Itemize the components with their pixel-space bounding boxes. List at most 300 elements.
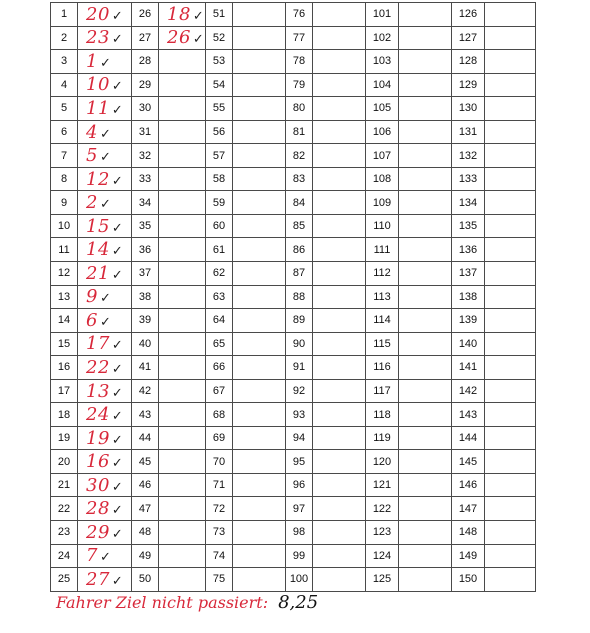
entry-cell [233, 403, 286, 427]
row-number-cell: 6 [51, 120, 78, 144]
handwritten-entry: 21 [86, 262, 110, 284]
row-number-cell: 134 [452, 191, 485, 215]
handwritten-entry: 22 [86, 356, 110, 378]
entry-cell [313, 191, 366, 215]
entry-cell [485, 50, 536, 74]
row-number-cell: 60 [206, 214, 233, 238]
entry-cell [485, 426, 536, 450]
row-number-cell: 107 [366, 144, 399, 168]
entry-cell [233, 26, 286, 50]
entry-cell [159, 568, 206, 592]
row-number-cell: 76 [286, 3, 313, 27]
row-number-cell: 9 [51, 191, 78, 215]
entry-cell [233, 309, 286, 333]
entry-cell [485, 167, 536, 191]
entry-cell [313, 568, 366, 592]
grid-body [51, 3, 536, 592]
table-row [51, 97, 536, 121]
entry-cell [159, 144, 206, 168]
row-number-cell: 90 [286, 332, 313, 356]
handwritten-entry: 20 [86, 3, 110, 25]
row-number-cell: 118 [366, 403, 399, 427]
table-row [51, 403, 536, 427]
row-number-cell: 123 [366, 521, 399, 545]
handwritten-entry: 24 [86, 404, 110, 426]
row-number-cell: 80 [286, 97, 313, 121]
row-number-cell: 74 [206, 544, 233, 568]
handwritten-entry: 14 [86, 239, 110, 261]
entry-cell [159, 379, 206, 403]
entry-cell [399, 238, 452, 262]
row-number-cell: 149 [452, 544, 485, 568]
check-mark-icon: ✓ [99, 55, 111, 71]
entry-cell [485, 285, 536, 309]
row-number-cell: 99 [286, 544, 313, 568]
table-row [51, 497, 536, 521]
row-number-cell: 64 [206, 309, 233, 333]
row-number-cell: 124 [366, 544, 399, 568]
entry-cell [159, 262, 206, 286]
row-number-cell: 140 [452, 332, 485, 356]
table-row [51, 120, 536, 144]
check-mark-icon: ✓ [111, 267, 123, 283]
handwritten-entry: 13 [86, 380, 110, 402]
row-number-cell: 43 [132, 403, 159, 427]
row-number-cell: 67 [206, 379, 233, 403]
row-number-cell: 40 [132, 332, 159, 356]
row-number-cell: 41 [132, 356, 159, 380]
entry-cell [399, 214, 452, 238]
row-number-cell: 139 [452, 309, 485, 333]
table-row [51, 568, 536, 592]
check-mark-icon: ✓ [99, 314, 111, 330]
entry-cell [485, 332, 536, 356]
entry-cell [399, 191, 452, 215]
row-number-cell: 36 [132, 238, 159, 262]
handwritten-entry: 23 [86, 27, 110, 49]
row-number-cell: 56 [206, 120, 233, 144]
entry-cell [78, 473, 132, 497]
row-number-cell: 112 [366, 262, 399, 286]
table-row [51, 450, 536, 474]
row-number-cell: 58 [206, 167, 233, 191]
row-number-cell: 104 [366, 73, 399, 97]
entry-cell [159, 521, 206, 545]
row-number-cell: 17 [51, 379, 78, 403]
entry-cell [159, 73, 206, 97]
row-number-cell: 114 [366, 309, 399, 333]
handwritten-entry: 9 [86, 286, 98, 308]
entry-cell [313, 473, 366, 497]
entry-cell [159, 191, 206, 215]
table-row [51, 285, 536, 309]
row-number-cell: 57 [206, 144, 233, 168]
row-number-cell: 62 [206, 262, 233, 286]
row-number-cell: 89 [286, 309, 313, 333]
handwritten-entry: 11 [86, 97, 110, 119]
table-row [51, 167, 536, 191]
entry-cell [485, 544, 536, 568]
entry-cell [313, 285, 366, 309]
entry-cell [485, 403, 536, 427]
row-number-cell: 49 [132, 544, 159, 568]
entry-cell [313, 450, 366, 474]
entry-cell [233, 262, 286, 286]
row-number-cell: 31 [132, 120, 159, 144]
handwritten-entry: 18 [167, 3, 191, 25]
row-number-cell: 113 [366, 285, 399, 309]
entry-cell [485, 568, 536, 592]
row-number-cell: 50 [132, 568, 159, 592]
entry-cell [159, 426, 206, 450]
row-number-cell: 119 [366, 426, 399, 450]
row-number-cell: 11 [51, 238, 78, 262]
entry-cell [233, 521, 286, 545]
entry-cell [485, 356, 536, 380]
entry-cell [159, 238, 206, 262]
row-number-cell: 53 [206, 50, 233, 74]
row-number-cell: 106 [366, 120, 399, 144]
row-number-cell: 125 [366, 568, 399, 592]
row-number-cell: 37 [132, 262, 159, 286]
entry-cell [78, 50, 132, 74]
row-number-cell: 39 [132, 309, 159, 333]
entry-cell [159, 309, 206, 333]
row-number-cell: 98 [286, 521, 313, 545]
row-number-cell: 131 [452, 120, 485, 144]
row-number-cell: 135 [452, 214, 485, 238]
table-row [51, 73, 536, 97]
handwritten-entry: 16 [86, 451, 110, 473]
entry-cell [233, 167, 286, 191]
row-number-cell: 91 [286, 356, 313, 380]
row-number-cell: 84 [286, 191, 313, 215]
check-mark-icon: ✓ [111, 479, 123, 495]
handwritten-entry: 10 [86, 74, 110, 96]
entry-cell [399, 3, 452, 27]
entry-cell [233, 144, 286, 168]
handwritten-entry: 19 [86, 427, 110, 449]
row-number-cell: 142 [452, 379, 485, 403]
check-mark-icon: ✓ [111, 32, 123, 48]
table-row [51, 238, 536, 262]
row-number-cell: 34 [132, 191, 159, 215]
entry-cell [485, 379, 536, 403]
row-number-cell: 85 [286, 214, 313, 238]
check-mark-icon: ✓ [111, 526, 123, 542]
row-number-cell: 127 [452, 26, 485, 50]
entry-cell [233, 97, 286, 121]
row-number-cell: 136 [452, 238, 485, 262]
table-row [51, 332, 536, 356]
check-mark-icon: ✓ [192, 8, 204, 24]
row-number-cell: 70 [206, 450, 233, 474]
row-number-cell: 137 [452, 262, 485, 286]
handwritten-entry: 7 [86, 545, 98, 567]
entry-cell [233, 544, 286, 568]
row-number-cell: 25 [51, 568, 78, 592]
row-number-cell: 15 [51, 332, 78, 356]
check-mark-icon: ✓ [111, 409, 123, 425]
row-number-cell: 130 [452, 97, 485, 121]
check-mark-icon: ✓ [99, 126, 111, 142]
entry-cell [159, 497, 206, 521]
entry-cell [485, 473, 536, 497]
row-number-cell: 78 [286, 50, 313, 74]
row-number-cell: 103 [366, 50, 399, 74]
row-number-cell: 4 [51, 73, 78, 97]
table-row [51, 473, 536, 497]
check-mark-icon: ✓ [192, 32, 204, 48]
row-number-cell: 86 [286, 238, 313, 262]
row-number-cell: 26 [132, 3, 159, 27]
entry-cell [78, 214, 132, 238]
entry-cell [485, 497, 536, 521]
entry-cell [78, 3, 132, 27]
row-number-cell: 109 [366, 191, 399, 215]
entry-cell [399, 262, 452, 286]
entry-cell [78, 191, 132, 215]
handwritten-entry: 17 [86, 333, 110, 355]
row-number-cell: 5 [51, 97, 78, 121]
row-number-cell: 126 [452, 3, 485, 27]
row-number-cell: 65 [206, 332, 233, 356]
handwritten-entry: 2 [86, 192, 98, 214]
row-number-cell: 143 [452, 403, 485, 427]
entry-cell [485, 521, 536, 545]
footnote-text: Fahrer Ziel nicht passiert: [56, 593, 269, 612]
row-number-cell: 55 [206, 97, 233, 121]
entry-cell [399, 521, 452, 545]
handwritten-entry: 27 [86, 568, 110, 590]
row-number-cell: 23 [51, 521, 78, 545]
row-number-cell: 75 [206, 568, 233, 592]
entry-cell [399, 50, 452, 74]
entry-cell [313, 403, 366, 427]
row-number-cell: 8 [51, 167, 78, 191]
check-mark-icon: ✓ [111, 8, 123, 24]
row-number-cell: 150 [452, 568, 485, 592]
entry-cell [233, 3, 286, 27]
table-row [51, 379, 536, 403]
table-row [51, 426, 536, 450]
check-mark-icon: ✓ [111, 338, 123, 354]
row-number-cell: 77 [286, 26, 313, 50]
check-mark-icon: ✓ [111, 102, 123, 118]
row-number-cell: 79 [286, 73, 313, 97]
entry-cell [78, 426, 132, 450]
entry-cell [78, 144, 132, 168]
entry-cell [78, 403, 132, 427]
entry-cell [313, 238, 366, 262]
row-number-cell: 33 [132, 167, 159, 191]
row-number-cell: 132 [452, 144, 485, 168]
row-number-cell: 105 [366, 97, 399, 121]
row-number-cell: 96 [286, 473, 313, 497]
row-number-cell: 18 [51, 403, 78, 427]
row-number-cell: 54 [206, 73, 233, 97]
row-number-cell: 12 [51, 262, 78, 286]
entry-cell [399, 356, 452, 380]
entry-cell [78, 568, 132, 592]
entry-cell [485, 191, 536, 215]
entry-cell [485, 120, 536, 144]
row-number-cell: 72 [206, 497, 233, 521]
check-mark-icon: ✓ [111, 79, 123, 95]
row-number-cell: 22 [51, 497, 78, 521]
row-number-cell: 63 [206, 285, 233, 309]
row-number-cell: 10 [51, 214, 78, 238]
number-grid [50, 2, 536, 592]
row-number-cell: 30 [132, 97, 159, 121]
handwritten-entry: 28 [86, 498, 110, 520]
entry-cell [78, 285, 132, 309]
entry-cell [399, 544, 452, 568]
handwritten-entry: 12 [86, 168, 110, 190]
entry-cell [485, 144, 536, 168]
row-number-cell: 83 [286, 167, 313, 191]
entry-cell [313, 214, 366, 238]
entry-cell [313, 356, 366, 380]
row-number-cell: 138 [452, 285, 485, 309]
entry-cell [159, 214, 206, 238]
row-number-cell: 129 [452, 73, 485, 97]
entry-cell [159, 120, 206, 144]
entry-cell [78, 167, 132, 191]
row-number-cell: 46 [132, 473, 159, 497]
entry-cell [78, 238, 132, 262]
row-number-cell: 28 [132, 50, 159, 74]
entry-cell [233, 214, 286, 238]
row-number-cell: 38 [132, 285, 159, 309]
entry-cell [159, 544, 206, 568]
row-number-cell: 117 [366, 379, 399, 403]
entry-cell [399, 450, 452, 474]
handwritten-entry: 5 [86, 145, 98, 167]
table-row [51, 262, 536, 286]
row-number-cell: 116 [366, 356, 399, 380]
handwritten-entry: 1 [86, 50, 98, 72]
row-number-cell: 122 [366, 497, 399, 521]
row-number-cell: 13 [51, 285, 78, 309]
row-number-cell: 3 [51, 50, 78, 74]
row-number-cell: 71 [206, 473, 233, 497]
table-row [51, 191, 536, 215]
row-number-cell: 88 [286, 285, 313, 309]
entry-cell [313, 497, 366, 521]
entry-cell [399, 426, 452, 450]
row-number-cell: 35 [132, 214, 159, 238]
entry-cell [485, 450, 536, 474]
entry-cell [78, 356, 132, 380]
entry-cell [399, 403, 452, 427]
entry-cell [313, 544, 366, 568]
entry-cell [233, 379, 286, 403]
check-mark-icon: ✓ [111, 385, 123, 401]
row-number-cell: 48 [132, 521, 159, 545]
entry-cell [399, 497, 452, 521]
table-row [51, 50, 536, 74]
row-number-cell: 73 [206, 521, 233, 545]
row-number-cell: 111 [366, 238, 399, 262]
row-number-cell: 32 [132, 144, 159, 168]
entry-cell [233, 50, 286, 74]
entry-cell [313, 379, 366, 403]
row-number-cell: 97 [286, 497, 313, 521]
entry-cell [485, 262, 536, 286]
entry-cell [313, 73, 366, 97]
entry-cell [159, 167, 206, 191]
row-number-cell: 14 [51, 309, 78, 333]
entry-cell [399, 73, 452, 97]
entry-cell [485, 97, 536, 121]
check-mark-icon: ✓ [111, 173, 123, 189]
row-number-cell: 120 [366, 450, 399, 474]
entry-cell [313, 144, 366, 168]
entry-cell [78, 262, 132, 286]
row-number-cell: 45 [132, 450, 159, 474]
row-number-cell: 128 [452, 50, 485, 74]
entry-cell [159, 450, 206, 474]
row-number-cell: 141 [452, 356, 485, 380]
row-number-cell: 81 [286, 120, 313, 144]
entry-cell [78, 73, 132, 97]
row-number-cell: 51 [206, 3, 233, 27]
row-number-cell: 44 [132, 426, 159, 450]
entry-cell [313, 3, 366, 27]
entry-cell [485, 3, 536, 27]
entry-cell [399, 167, 452, 191]
table-row [51, 521, 536, 545]
row-number-cell: 2 [51, 26, 78, 50]
row-number-cell: 68 [206, 403, 233, 427]
entry-cell [78, 497, 132, 521]
entry-cell [78, 379, 132, 403]
row-number-cell: 148 [452, 521, 485, 545]
row-number-cell: 145 [452, 450, 485, 474]
entry-cell [313, 262, 366, 286]
check-mark-icon: ✓ [111, 361, 123, 377]
check-mark-icon: ✓ [99, 550, 111, 566]
row-number-cell: 146 [452, 473, 485, 497]
entry-cell [233, 191, 286, 215]
table-row [51, 214, 536, 238]
entry-cell [159, 473, 206, 497]
check-mark-icon: ✓ [111, 573, 123, 589]
entry-cell [78, 97, 132, 121]
row-number-cell: 100 [286, 568, 313, 592]
check-mark-icon: ✓ [99, 291, 111, 307]
entry-cell [313, 26, 366, 50]
entry-cell [159, 3, 206, 27]
entry-cell [159, 285, 206, 309]
table-row [51, 544, 536, 568]
entry-cell [313, 167, 366, 191]
entry-cell [313, 50, 366, 74]
row-number-cell: 16 [51, 356, 78, 380]
check-mark-icon: ✓ [111, 456, 123, 472]
row-number-cell: 59 [206, 191, 233, 215]
entry-cell [233, 497, 286, 521]
row-number-cell: 42 [132, 379, 159, 403]
row-number-cell: 82 [286, 144, 313, 168]
entry-cell [78, 332, 132, 356]
entry-cell [233, 332, 286, 356]
entry-cell [78, 450, 132, 474]
row-number-cell: 144 [452, 426, 485, 450]
row-number-cell: 24 [51, 544, 78, 568]
entry-cell [399, 120, 452, 144]
